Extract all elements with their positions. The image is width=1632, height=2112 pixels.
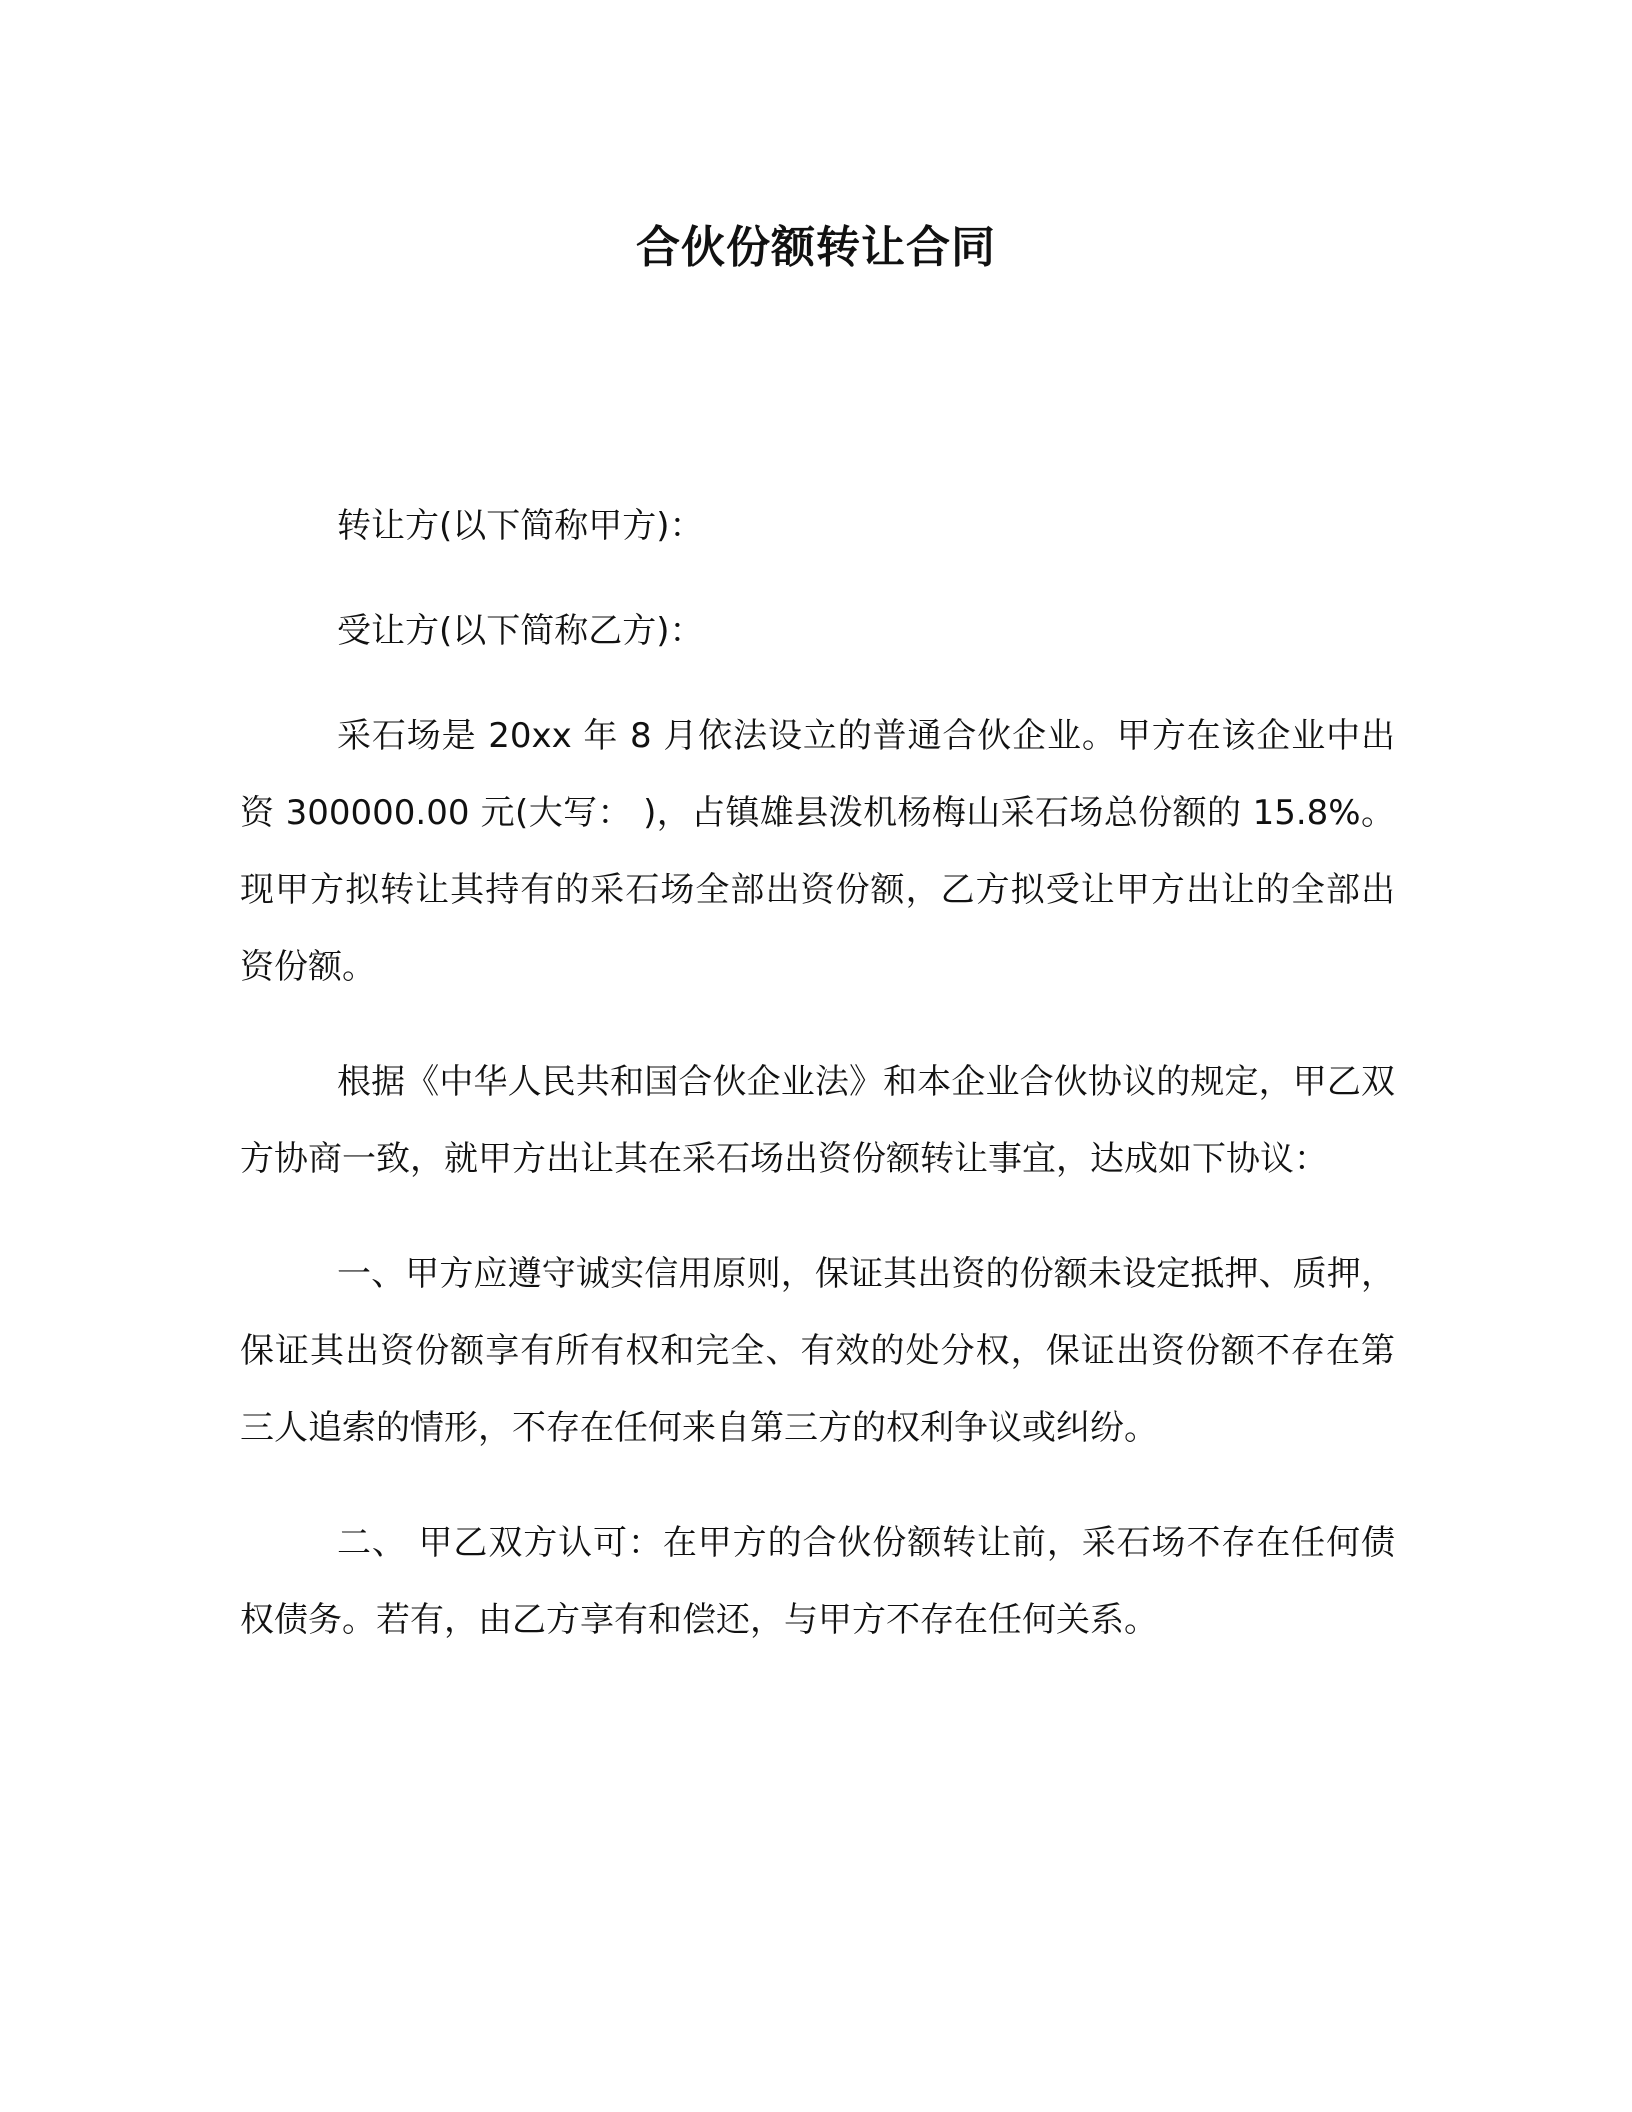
document-body <box>240 488 1395 1697</box>
transferor-line: 转让方(以下简称甲方)： <box>337 506 704 546</box>
clause-two: 二、 甲乙双方认可：在甲方的合伙份额转让前，采石场不存在任何债权债务。若有，由乙方享有和偿还，与甲方不存在任何关系。 <box>240 1523 1395 1640</box>
clause-one: 一、甲方应遵守诚实信用原则，保证其出资的份额未设定抵押、质押，保证其出资份额享有所有权和完全、有效的处分权，保证出资份额不存在第三人追索的情形，不存在任何来自第三方的权利争议或纠纷。 <box>240 1254 1395 1448</box>
paragraph-basis: 根据《中华人民共和国合伙企业法》和本企业合伙协议的规定，甲乙双方协商一致，就甲方出让其在采石场出资份额转让事宜，达成如下协议： <box>240 1062 1395 1179</box>
document-title: 合伙份额转让合同 <box>636 222 996 273</box>
paragraph-background: 采石场是 20xx 年 8 月依法设立的普通合伙企业。甲方在该企业中出资 300000.00 元(大写： )，占镇雄县泼机杨梅山采石场总份额的 15.8%。现甲方拟转让其持有的采石场全部出资份额，乙方拟受让甲方出让的全部出资份额。 <box>240 716 1395 987</box>
transferee-line: 受让方(以下简称乙方)： <box>337 611 704 651</box>
